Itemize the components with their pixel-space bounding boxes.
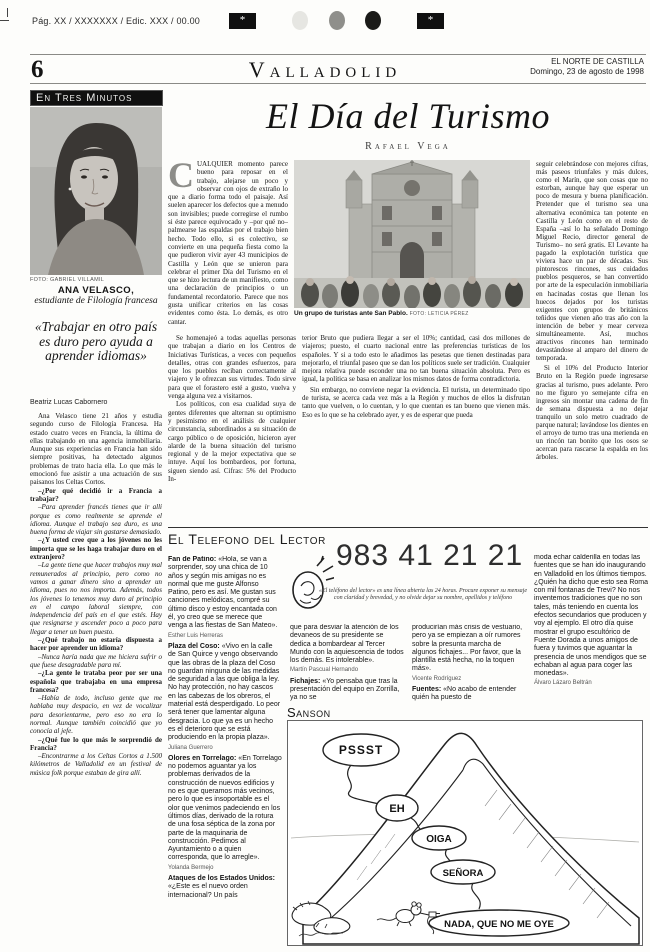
person-name: ANA VELASCO, bbox=[57, 285, 135, 296]
article-text: Se homenajeó a todas aquellas personas que trabajan a diario en los Centros de Iniciativas Turísticas, a veces con pequeños detalles, otras con grandes esfuerzos, para que los pueblos reciban correctamente al viajero y le ofrezcan sus virtudes. Todo sirve para que el forastero esté a gusto, vuelva y venga alguna vez a visitarnos. bbox=[168, 334, 296, 401]
letter bbox=[412, 686, 526, 703]
article-column-2 bbox=[168, 334, 296, 516]
cartoon-illustration bbox=[287, 720, 643, 946]
article-column-3 bbox=[302, 334, 530, 516]
letter-signature: Álvaro Lázaro Beltrán bbox=[534, 680, 592, 687]
phone-note: «El teléfono del lector» es una línea abierta las 24 horas. Procure exponer su mensaje con claridad y brevedad, y no olvide dejar su nombre, apellidos y teléfono bbox=[318, 588, 528, 601]
masthead-rule-bottom bbox=[30, 83, 646, 84]
church-illustration bbox=[294, 160, 530, 308]
speech-bubble-pssst bbox=[323, 734, 399, 766]
interview-text bbox=[30, 412, 162, 948]
article-text: Si el 10% del Producto Interior Bruto en la Región puede ingresarse gracias al turismo, pues adelante. Pero no me figuro yo semejante cifra en ingresos sin montar una cadena de fin de semana dispuesta a no dejar tranquilo un solo metro cuadrado de parque natural; lavándose los dientes en el arroyo de turno tras una merienda en un rincón tan bonito que los osos se acercan para rascarse la espalda en los árboles. bbox=[536, 364, 648, 462]
sidebar-byline: Beatriz Lucas Cabornero bbox=[30, 399, 108, 406]
article-body bbox=[168, 160, 648, 518]
letter-title: Fuentes: bbox=[412, 686, 442, 694]
svg-text:NADA, QUE NO ME OYE: NADA, QUE NO ME OYE bbox=[444, 919, 554, 930]
letter bbox=[168, 875, 282, 900]
edition-date: Domingo, 23 de agosto de 1998 bbox=[530, 67, 644, 76]
print-info: Pág. XX / XXXXXXX / Edic. XXX / 00.00 bbox=[32, 16, 200, 26]
svg-text:OIGA: OIGA bbox=[426, 834, 452, 845]
section-title: Valladolid bbox=[248, 57, 402, 82]
letter bbox=[168, 755, 282, 872]
letter-body: «Yo pensaba que tras la presentación del equipo en Zorrilla, ya no se bbox=[290, 677, 400, 702]
registration-dot-mid bbox=[329, 11, 345, 30]
letter bbox=[412, 624, 526, 683]
letter bbox=[168, 556, 282, 640]
interview-answer: –Nunca haría nada que me hiciera sufrir o que fuese desagradable para mí. bbox=[30, 652, 162, 669]
letter-body: «¿Este es el nuevo orden internacional? Un país bbox=[168, 883, 248, 899]
speech-bubble-senora bbox=[431, 860, 495, 884]
letter-body: que para desviar la atención de los devaneos de su presidente se dedica a bombardear al Tercer Mundo con la aquiescencia de todos los demás. Es intolerable». bbox=[290, 624, 404, 665]
speech-bubble-nada bbox=[429, 910, 569, 936]
registration-mark-icon: * bbox=[229, 13, 256, 29]
portrait-photo-credit: FOTO: GABRIEL VILLAMIL bbox=[30, 277, 105, 283]
interview-answer: –La gente tiene que hacer trabajos muy mal remunerados al principio, pero como no vamos a ganar dinero sino a aprender un idioma, pues no nos importa. Además, todos los jóvenes lo tenemos muy duro al principio en el campo laboral siempre, con independencia del país en el que estés. Hay que resignarse y ascender poco a poco para llegar a tener un buen puesto. bbox=[30, 561, 162, 636]
letter-signature: Yolanda Bermejo bbox=[168, 864, 214, 871]
article-photo-block bbox=[294, 160, 530, 330]
interview-question: –¿Por qué decidió ir a Francia a trabajar? bbox=[30, 486, 162, 503]
paper-identity bbox=[530, 57, 644, 77]
letter-title: Olores en Torrelago: bbox=[168, 754, 237, 762]
letter-body: «No acabo de entender quién ha puesto de bbox=[412, 686, 517, 702]
letter-signature: Vicente Rodríguez bbox=[412, 675, 462, 682]
church-photo bbox=[294, 160, 530, 308]
person-role: estudiante de Filología francesa bbox=[34, 296, 158, 306]
letter-title: Ataques de los Estados Unidos: bbox=[168, 874, 275, 882]
letters-column-1 bbox=[168, 556, 282, 948]
cartoon-header-sanson: Sanson bbox=[287, 705, 331, 720]
article-title: El Día del Turismo bbox=[265, 96, 551, 136]
registration-mark-icon: * bbox=[417, 13, 444, 29]
letter-signature: Martín Pascual Hernando bbox=[290, 667, 359, 674]
letter-signature: Juliana Guerrero bbox=[168, 744, 213, 751]
crop-mark bbox=[7, 8, 8, 17]
letter bbox=[290, 624, 404, 675]
phone-number: 983 41 21 21 bbox=[336, 539, 524, 572]
speech-bubble-oiga bbox=[412, 826, 466, 850]
drop-cap: C bbox=[168, 160, 194, 195]
svg-text:PSSST: PSSST bbox=[338, 743, 384, 757]
section-header-telefono: El Telefono del Lector bbox=[168, 531, 326, 547]
section-rule bbox=[168, 527, 648, 528]
letter-body: moda echar calderilla en todas las fuentes que se han ido inaugurando en Valladolid en los últimos tiempos. ¿Quién ha dicho que esto sea Roma con mil fontanas de Trevi? No nos inventemos tradiciones que no son tales, más teniendo en cuenta los efectos secundarios que producen y voy al ejemplo. El otro día quise mostrar el grupo escultórico de Fuente Dorada a unos amigos de fuera y tuvimos que aguantar la presencia de unos mendigos que se echaban al agua para coger las monedas». bbox=[534, 554, 648, 678]
registration-dot-dark bbox=[365, 11, 381, 30]
portrait-illustration bbox=[30, 107, 162, 275]
article-text: seguir celebrándose con mejores cifras, más paseos triunfales y más dulces, como el Marín, que son cosas que no estorban, aunque hay que esperar un poco de mesura y buena planificación. Pretender que el turismo sea una alternativa económica tan potente en Castilla y León como en el resto de España –así lo ha señalado Domingo Miguel Recio, director general de Turismo– no será gratis. El Levante ha pagado la explotación turística que viviera hace un par de décadas. Sus pintorescos rincones, sus cuidados pueblos pesqueros, se han convertido por arte de la especulación inmobiliaria en hacinadas costas que llenan los huecos dejados por los turistas exigentes con grupos de británicos teñidos que vienen año tras año con la intención de beber y mear cerveza simultáneamente. Así, muchos atractivos rincones han terminado devastándose al amparo del dinero de temporada. bbox=[536, 160, 648, 363]
caption-credit: FOTO: LETICIA PÉREZ bbox=[409, 311, 469, 317]
letters-column-3 bbox=[412, 624, 526, 710]
kicker-en-tres-minutos: En Tres Minutos bbox=[30, 90, 163, 106]
interview-paragraph: Ana Velasco tiene 21 años y estudia segundo curso de Filología Francesa. Ha estado cuatro veces en Francia, la última de ellas trabajando en una agencia inmobiliaria. Aunque sus experiencias en Francia han sido siempre positivas, ha detectado algunos problemas de trato hacia ella. Lo que más le emocionó fue asistir a una actuación de sus paisanos los Celtas Cortos. bbox=[30, 412, 162, 487]
interview-answer: –Había de todo, incluso gente que me hablaba muy despacio, en vez de vocalizar para desorientarme, pero eso no era lo normal. Aunque también coincidió que yo conocía al jefe. bbox=[30, 694, 162, 736]
cartoon-panel bbox=[287, 720, 643, 946]
interview-answer: –Para aprender francés tienes que ir allí porque es como realmente se aprende el idioma. Aunque el trabajo sea duro, es una buena forma de viajar sin gastarse demasiado. bbox=[30, 503, 162, 537]
masthead-rule-top bbox=[30, 54, 646, 55]
portrait-photo bbox=[30, 107, 162, 275]
registration-dot-light bbox=[292, 11, 308, 30]
interview-answer: –Encontrarme a los Celtas Cortos a 1.500 kilómetros de Valladolid en un festival de música folk porque estaban de gira allí. bbox=[30, 752, 162, 777]
letter-signature: Esther Luis Herreras bbox=[168, 632, 224, 639]
letter-body: «Hola, se van a sorprender, soy una chica de 10 años y según mis amigas no es normal que me guste Alfonso Patino, pero es así. Me gustan sus canciones melódicas, compré su último disco y estoy encantada con él, yo creo que se merece que venga a las fiestas de San Mateo». bbox=[168, 556, 278, 630]
article-column-4 bbox=[536, 160, 648, 516]
speech-bubble-eh bbox=[376, 795, 418, 821]
photo-caption bbox=[294, 310, 530, 317]
letter-body: «Vivo en la calle de San Quirce y vengo observando que las obras de la plaza del Coso no guardan ninguna de las medidas de seguridad a las que obliga la ley. No hay protección, no hay cascos en las cabezas de los obreros, el material está desperdigado. Lo peor será tener que lamentar alguna desgracia. Lo que ya es un hecho es el deterioro que se está produciendo en la propia plaza». bbox=[168, 642, 281, 742]
interview-question: –¿La gente le trataba peor por ser una española que trabajaba en una empresa francesa? bbox=[30, 669, 162, 694]
caption-text: Un grupo de turistas ante San Pablo. bbox=[294, 310, 408, 317]
letter bbox=[290, 678, 404, 703]
article-text: Sin embargo, no conviene negar la evidencia. El turista, un determinado tipo de turista, se acerca cada vez más a la Región y muchos de ellos la disfrutan tanto que vuelven, o lo cuentan, y lo que cuentan es tan bueno que vienen más. Eso es lo que se ha celebrado ayer, y es de esperar que pueda bbox=[302, 385, 530, 419]
article-text: terior Bruto que pudiera llegar a ser el 10%; cantidad, casi dos millones de viajeros; puesto, el cuarto nacional entre las preferencias turísticas de los españoles. Y si a todo esto le añadimos las pesetas que tienen destinadas para mejorarlo, el triunfal paseo que se dan los políticos suele ser tradición. Cualquier mejora relativa puede esconder una no tan buena situación absoluta. Pero es igual, la política se basa en analizar los mismos datos de forma contradictoria. bbox=[302, 334, 530, 384]
letter-title: Fan de Patino: bbox=[168, 556, 217, 563]
letter-body: «En Torrelago no podemos aguantar ya los problemas derivados de la construcción de nuevos edificios y no es que queramos más vecinos, pero lo que es insoportable es el olor que venimos padeciendo en los últimos días, derivado de la rotura de una fosa séptica de la zona por parte de la maquinaria de construcción. Pedimos al Ayuntamiento o a quien corresponda, que lo arregle». bbox=[168, 754, 282, 862]
interview-question: –¿Qué trabajo no estaría dispuesta a hacer por aprender un idioma? bbox=[30, 636, 162, 653]
letter bbox=[534, 554, 648, 688]
article-author: Rafael Vega bbox=[365, 141, 451, 152]
pull-quote: «Trabajar en otro país es duro pero ayuda a aprender idiomas» bbox=[34, 319, 158, 363]
interview-question: –¿Qué fue lo que más le sorprendió de Francia? bbox=[30, 735, 162, 752]
article-text: UALQUIER momento parece bueno para reposar en el trabajo, alejarse un poco y observar con ojos de extraño lo que a diario forma todo el paisaje. Así suelen aparecer los defectos que a menudo son invisibles; puede corregirse el rumbo si éste parece equivocado y –por qué no– palmearse las espaldas por el trabajo bien hecho. Todo ello, si es colectivo, se convierte en una pequeña fiesta como la que pudieron vivir ayer 43 municipios de Castilla y León que se unieron para celebrar el primer Día del Turismo en el que se hizo lectura de un manifiesto, como una declaración de principios o un fundamental recordatorio. Parece que nos gusta unificar criterios en las cosas evidentes como ésta. Lo demás, es otro cantar. bbox=[168, 160, 288, 326]
letter bbox=[168, 643, 282, 752]
letter-title: Plaza del Coso: bbox=[168, 642, 220, 650]
svg-text:EH: EH bbox=[389, 803, 405, 815]
letter-body: producirían más crisis de vestuario, pero ya se empiezan a oír rumores sobre la presunta marcha de algunos fichajes... Por favor, que la plantilla está hecha, no la toquen más». bbox=[412, 624, 523, 673]
svg-text:SEÑORA: SEÑORA bbox=[442, 868, 484, 879]
paper-name: EL NORTE DE CASTILLA bbox=[551, 57, 644, 66]
letter-title: Fichajes: bbox=[290, 677, 321, 685]
caller-icon bbox=[288, 554, 334, 617]
interview-question: –¿Y usted cree que a los jóvenes no les importa que se les haga trabajar duro en el extranjero? bbox=[30, 536, 162, 562]
article-column-1 bbox=[168, 160, 288, 330]
article-text: Los políticos, con esa cualidad suya de gentes diferentes que alternan su optimismo y pesimismo en el análisis de cualquier circunstancia, subordinados a su situación de cargo público o de oposición, hicieron ayer alarde de la buena situación del turismo regional y de la mejor expectativa que se intuye. Aquí los bombardeos, por fortuna, siguen siendo así. Cifras: 5% del Producto In- bbox=[168, 400, 296, 484]
crop-mark bbox=[0, 20, 9, 21]
page-number: 6 bbox=[31, 56, 44, 83]
letters-column-2 bbox=[290, 624, 404, 710]
